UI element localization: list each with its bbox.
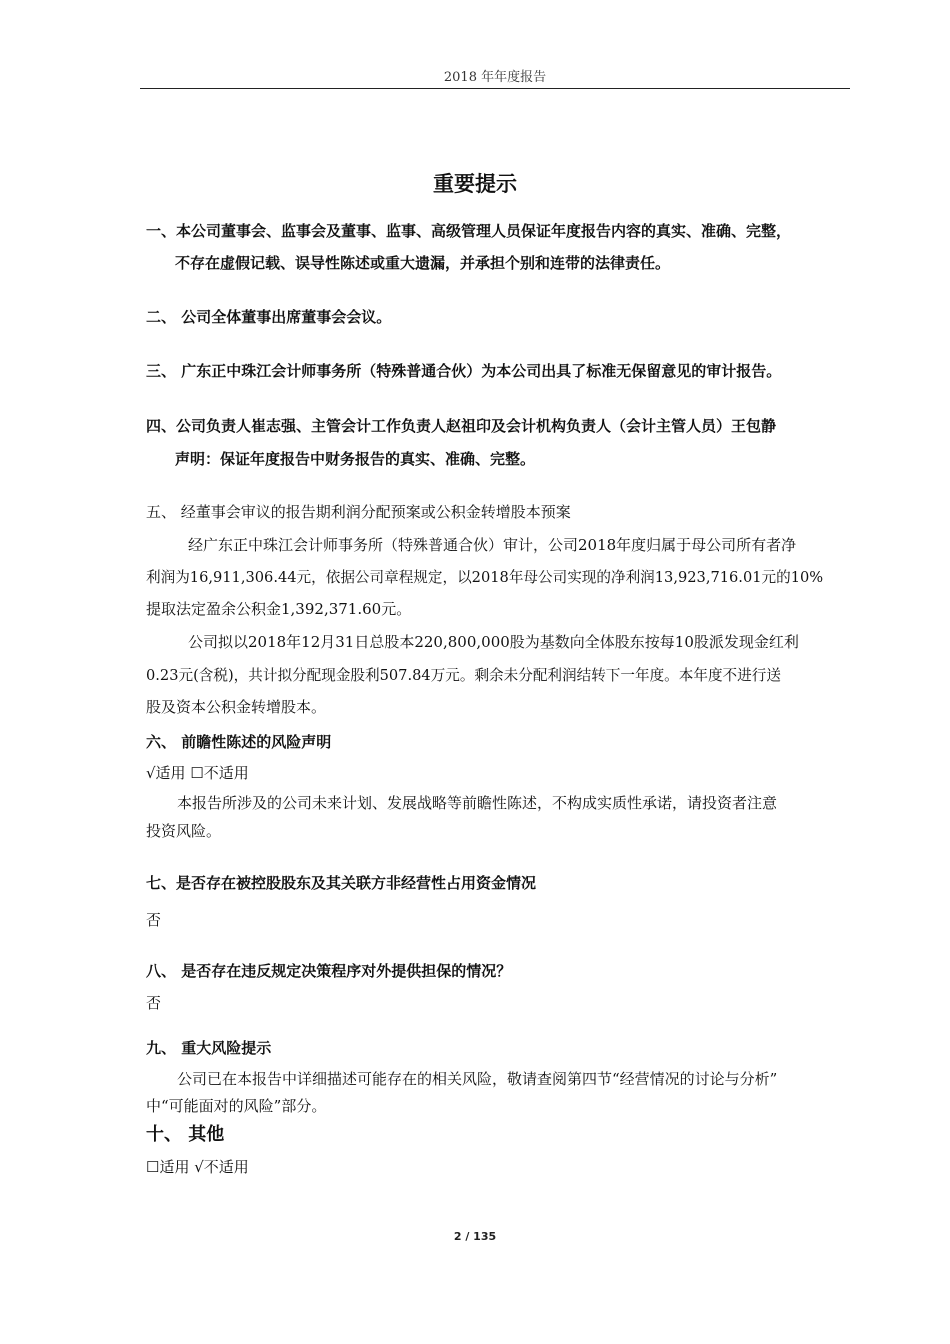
section-4-line-2: 声明：保证年度报告中财务报告的真实、准确、完整。 (175, 450, 536, 468)
section-9-line-2: 中“可能面对的风险”部分。 (146, 1097, 327, 1115)
section-5-para-1-line-2: 利润为16,911,306.44元，依据公司章程规定，以2018年母公司实现的净利润13,923,716.01元的10% (146, 569, 824, 586)
section-8-heading: 八、 是否存在违反规定决策程序对外提供担保的情况？ (146, 962, 512, 980)
section-8-answer: 否 (146, 994, 162, 1012)
header-divider (140, 88, 850, 89)
section-6-applicability: √适用 ☐不适用 (146, 764, 249, 782)
section-5-para-1-line-1: 经广东正中珠江会计师事务所（特殊普通合伙）审计，公司2018年度归属于母公司所有者净 (188, 536, 797, 554)
section-5-heading: 五、 经董事会审议的报告期利润分配预案或公积金转增股本预案 (146, 503, 571, 521)
section-7-answer: 否 (146, 911, 162, 929)
page-number: 2 / 135 (453, 1230, 497, 1243)
section-9-heading: 九、 重大风险提示 (146, 1039, 272, 1057)
section-7-heading: 七、是否存在被控股股东及其关联方非经营性占用资金情况 (146, 874, 537, 892)
running-header: 2018 年年度报告 (443, 70, 547, 85)
section-1-line-1: 一、本公司董事会、监事会及董事、监事、高级管理人员保证年度报告内容的真实、准确、完整， (146, 222, 792, 240)
section-2: 二、 公司全体董事出席董事会会议。 (146, 308, 392, 326)
section-4-line-1: 四、公司负责人崔志强、主管会计工作负责人赵祖印及会计机构负责人（会计主管人员）王包静 (146, 417, 777, 435)
page-title: 重要提示 (433, 172, 517, 196)
section-10-applicability: ☐适用 √不适用 (146, 1158, 249, 1176)
section-6-line-2: 投资风险。 (146, 822, 222, 840)
section-5-para-2-line-3: 股及资本公积金转增股本。 (146, 698, 327, 716)
section-6-heading: 六、 前瞻性陈述的风险声明 (146, 733, 332, 751)
section-6-line-1: 本报告所涉及的公司未来计划、发展战略等前瞻性陈述，不构成实质性承诺，请投资者注意 (177, 794, 778, 812)
section-5-para-2-line-1: 公司拟以2018年12月31日总股本220,800,000股为基数向全体股东按每10股派发现金红利 (188, 633, 799, 651)
section-1-line-2: 不存在虚假记载、误导性陈述或重大遗漏，并承担个别和连带的法律责任。 (175, 254, 671, 272)
section-5-para-1-line-3: 提取法定盈余公积金1,392,371.60元。 (146, 600, 412, 618)
section-10-heading: 十、 其他 (146, 1124, 225, 1145)
section-9-line-1: 公司已在本报告中详细描述可能存在的相关风险，敬请查阅第四节“经营情况的讨论与分析” (177, 1070, 778, 1088)
section-5-para-2-line-2: 0.23元(含税)，共计拟分配现金股利507.84万元。剩余未分配利润结转下一年度。本年度不进行送 (146, 667, 781, 684)
section-3: 三、 广东正中珠江会计师事务所（特殊普通合伙）为本公司出具了标准无保留意见的审计报告。 (146, 362, 782, 380)
